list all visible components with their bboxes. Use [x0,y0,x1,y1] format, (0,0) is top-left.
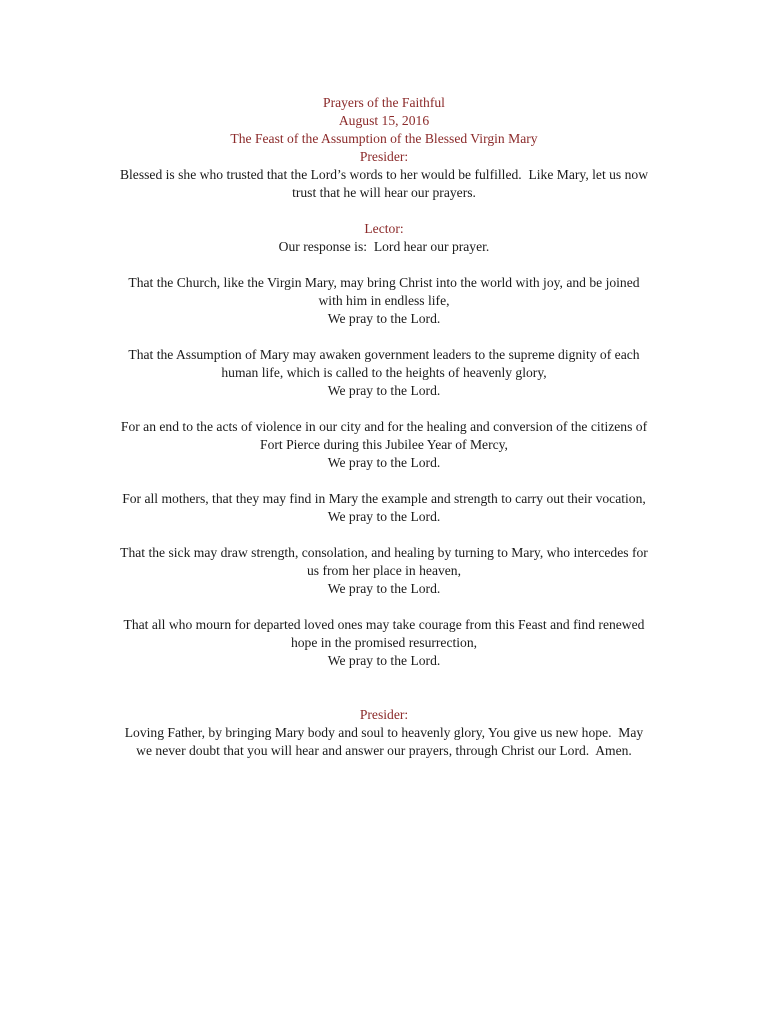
feast-name: The Feast of the Assumption of the Blessed Virgin Mary [230,131,538,146]
closing-prayer [88,724,680,760]
petition-response: We pray to the Lord. [327,653,441,668]
petition-line: hope in the promised resurrection, [290,635,478,650]
introduction-line: trust that he will hear our prayers. [292,185,476,200]
response-instruction: Our response is: Lord hear our prayer. [278,239,490,254]
petition-line: For all mothers, that they may find in Mary the example and strength to carry out their vocation, [122,491,646,506]
petition-line: That all who mourn for departed loved ones may take courage from this Feast and find renewed [123,617,645,632]
introduction [88,166,680,202]
document-title: Prayers of the Faithful [323,95,445,110]
petition-line: For an end to the acts of violence in our city and for the healing and conversion of the citizens of [120,419,648,434]
closing-line: we never doubt that you will hear and answer our prayers, through Christ our Lord. Amen. [136,743,632,758]
petition-6 [88,616,680,670]
petition-response: We pray to the Lord. [327,383,441,398]
petition-line: Fort Pierce during this Jubilee Year of Mercy, [260,437,508,452]
petition-response: We pray to the Lord. [327,581,441,596]
lector-label: Lector: [364,221,404,236]
petition-response: We pray to the Lord. [327,311,441,326]
petition-5 [88,544,680,598]
petition-3 [88,418,680,472]
petition-response: We pray to the Lord. [327,509,441,524]
petition-line: That the Assumption of Mary may awaken government leaders to the supreme dignity of each [128,347,640,362]
document-date: August 15, 2016 [338,113,430,128]
document-page [88,94,680,760]
petition-line: us from her place in heaven, [307,563,461,578]
petition-2 [88,346,680,400]
closing-line: Loving Father, by bringing Mary body and soul to heavenly glory, You give us new hope. May [124,725,644,740]
petition-line: with him in endless life, [318,293,450,308]
petition-line: human life, which is called to the heights of heavenly glory, [221,365,547,380]
introduction-line: Blessed is she who trusted that the Lord’s words to her would be fulfilled. Like Mary, let us now [119,167,649,182]
presider-label: Presider: [359,149,409,164]
petition-line: That the sick may draw strength, consolation, and healing by turning to Mary, who intercedes for [120,545,648,560]
petition-line: That the Church, like the Virgin Mary, may bring Christ into the world with joy, and be joined [128,275,640,290]
petition-response: We pray to the Lord. [327,455,441,470]
petition-4 [88,490,680,526]
closing-presider-label: Presider: [359,707,409,722]
petition-1 [88,274,680,328]
